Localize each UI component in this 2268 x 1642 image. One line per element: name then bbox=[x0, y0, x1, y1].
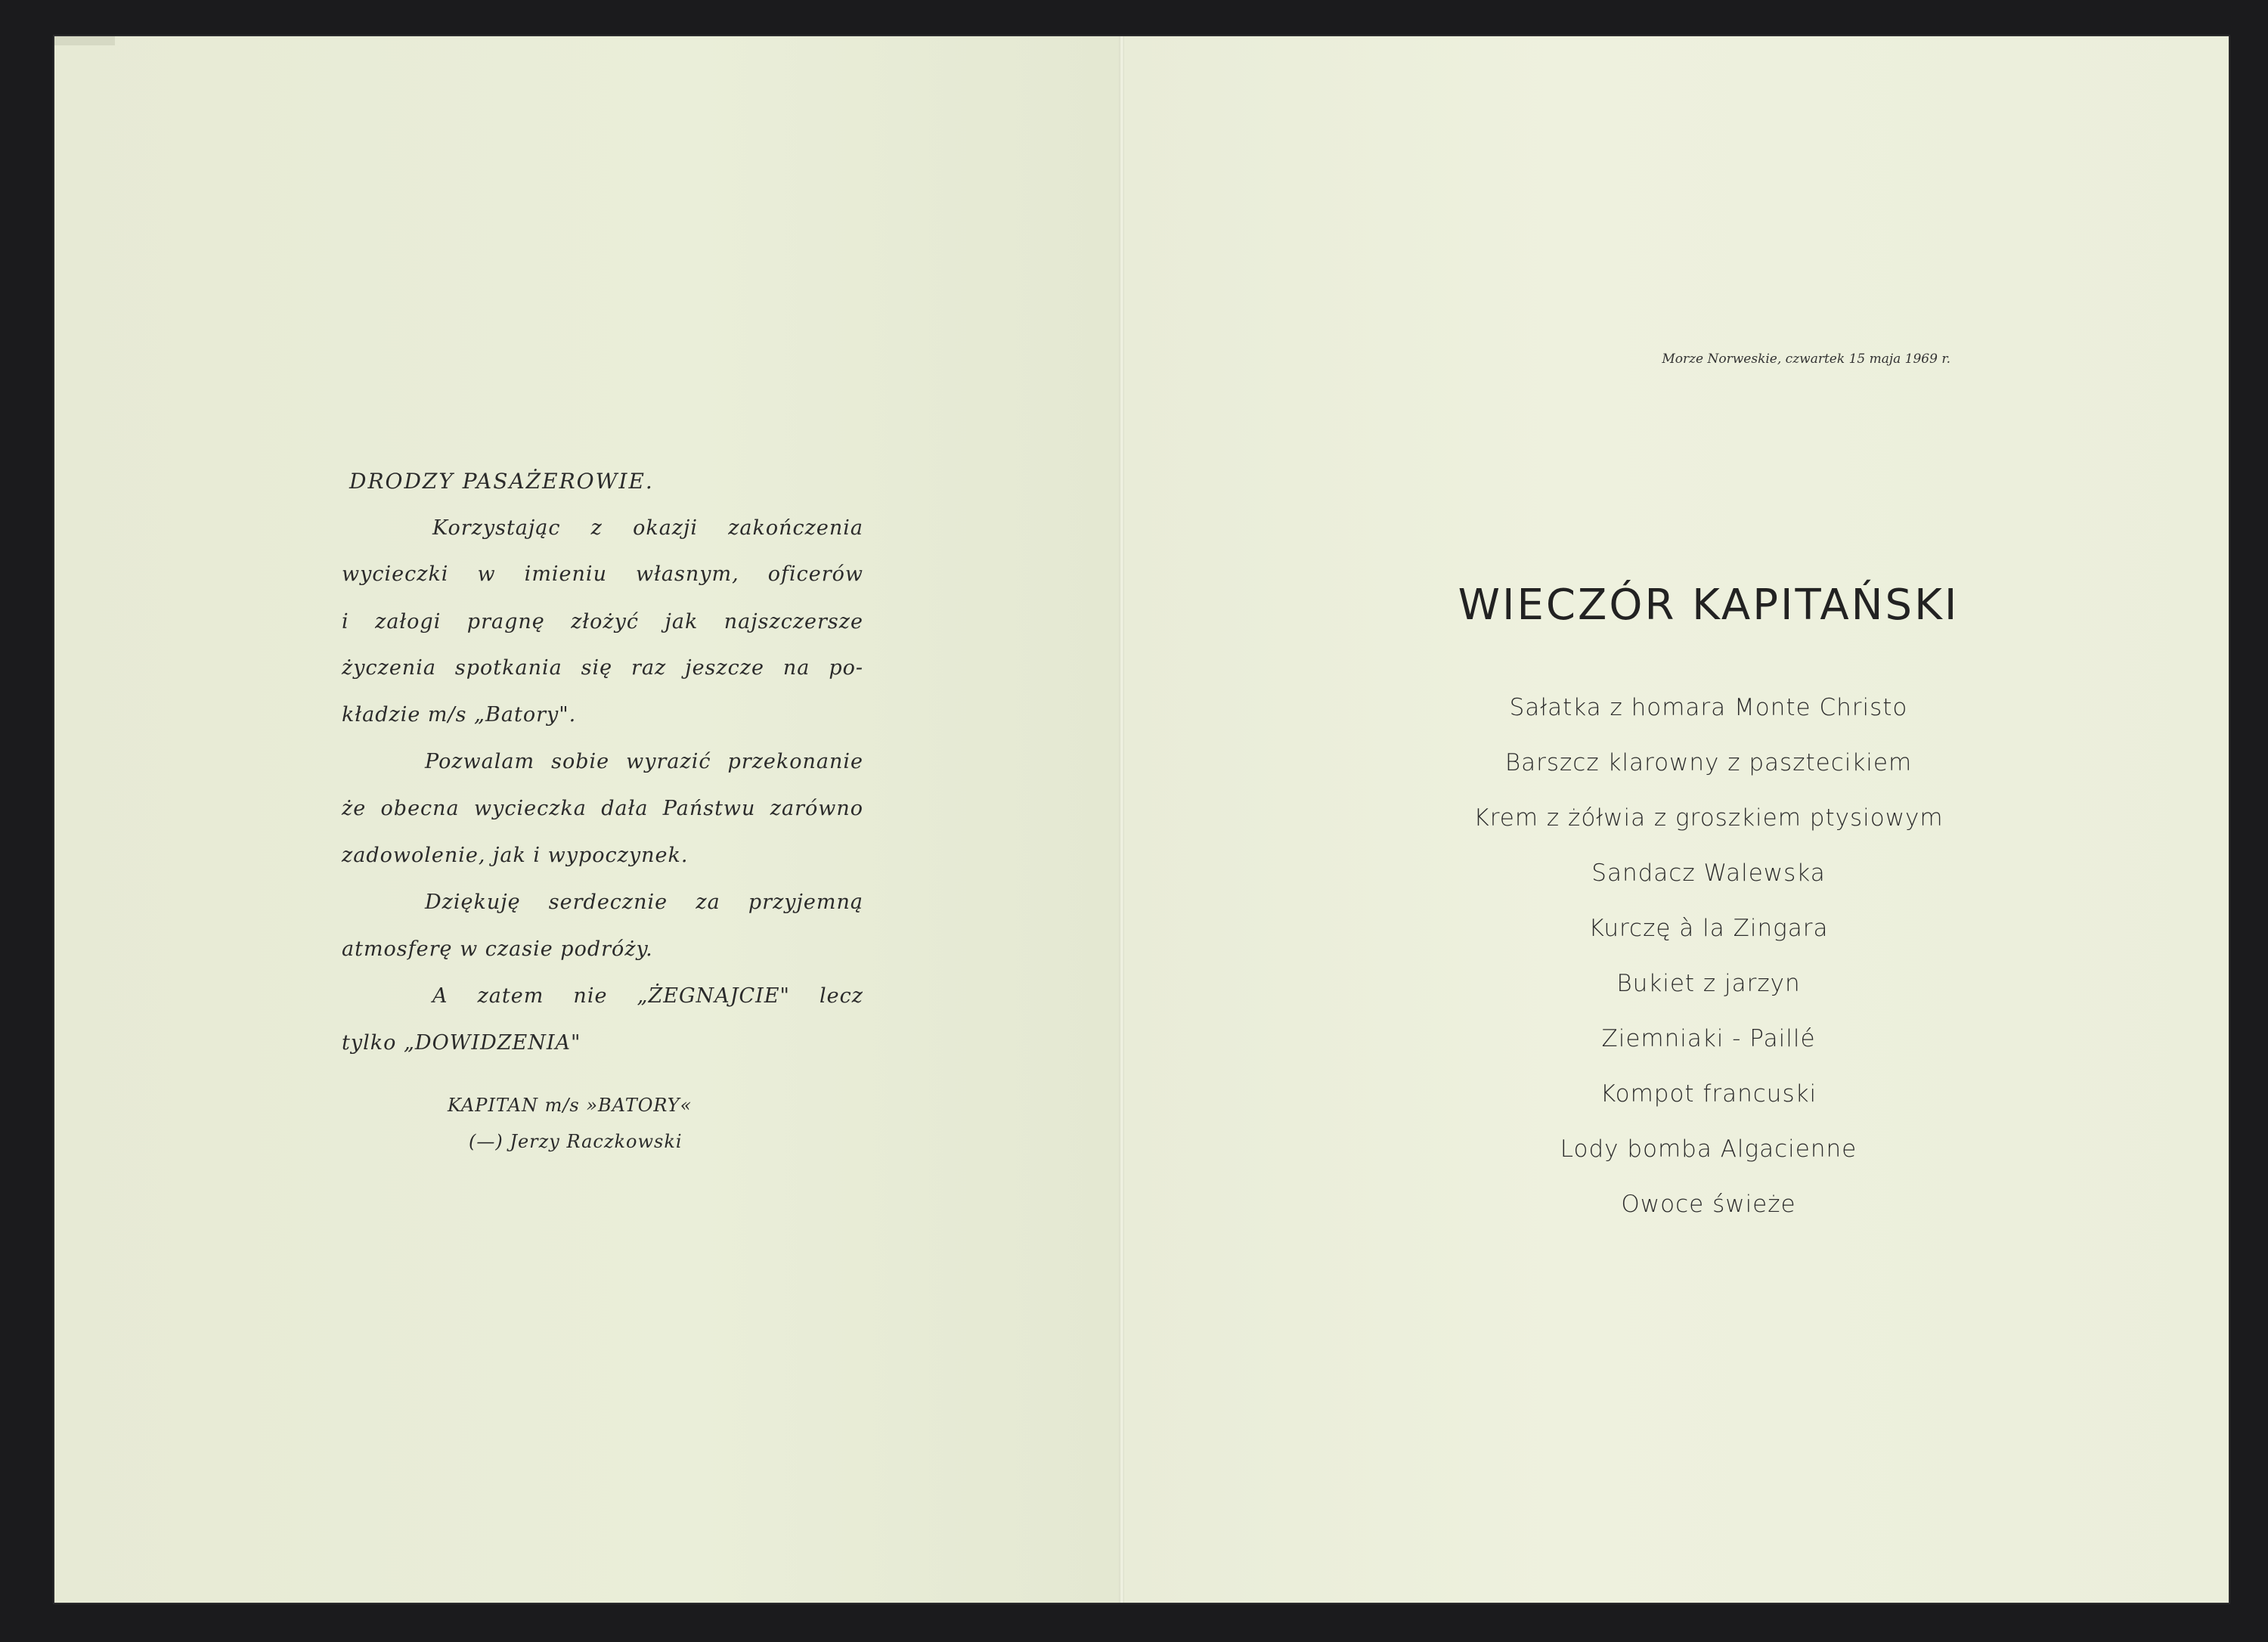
letter-line: Pozwalam sobie wyrazić przekonanie bbox=[425, 750, 863, 773]
menu-item: Sałatka z homara Monte Christo bbox=[1509, 694, 1908, 721]
signature-title: KAPITAN m/s »BATORY« bbox=[448, 1095, 692, 1116]
menu-item: Barszcz klarowny z pasztecikiem bbox=[1504, 749, 1913, 776]
letter-line: że obecna wycieczka dała Państwu zarówno bbox=[342, 797, 863, 820]
menu-item: Sandacz Walewska bbox=[1591, 860, 1826, 887]
menu-item: Owoce świeże bbox=[1621, 1191, 1796, 1218]
menu-item: Kompot francuski bbox=[1600, 1080, 1817, 1108]
letter-greeting: DRODZY PASAŻEROWIE. bbox=[349, 469, 654, 494]
letter-line: tylko „DOWIDZENIA" bbox=[342, 1031, 581, 1055]
letter-line: wycieczki w imieniu własnym, oficerów bbox=[342, 562, 863, 586]
letter-line: życzenia spotkania się raz jeszcze na po- bbox=[342, 656, 863, 680]
paper-corner bbox=[54, 36, 115, 45]
left-page bbox=[54, 36, 1121, 1603]
letter-line: kładzie m/s „Batory". bbox=[342, 703, 577, 727]
menu-item: Kurczę à la Zingara bbox=[1588, 915, 1829, 942]
letter-line: A zatem nie „ŻEGNAJCIE" lecz bbox=[432, 984, 863, 1008]
menu-list bbox=[1331, 686, 2087, 1238]
dateline: Morze Norweskie, czwartek 15 maja 1969 r. bbox=[1662, 352, 1950, 367]
letter-line: i załogi pragnę złożyć jak najszczersze bbox=[342, 610, 863, 634]
menu-item: Lody bomba Algacienne bbox=[1560, 1135, 1857, 1163]
menu-item: Ziemniaki - Paillé bbox=[1601, 1025, 1816, 1052]
letter-line: Dziękuję serdecznie za przyjemną bbox=[425, 891, 863, 914]
letter-line: Korzystając z okazji zakończenia bbox=[432, 516, 863, 540]
menu-item: Bukiet z jarzyn bbox=[1616, 970, 1801, 997]
signature-name: (—) Jerzy Raczkowski bbox=[469, 1131, 683, 1152]
menu-title: WIECZÓR KAPITAŃSKI bbox=[1458, 580, 1960, 630]
letter-line: zadowolenie, jak i wypoczynek. bbox=[342, 844, 689, 867]
letter-line: atmosferę w czasie podróży. bbox=[342, 937, 653, 961]
menu-item: Krem z żółwia z groszkiem ptysiowym bbox=[1473, 804, 1944, 832]
